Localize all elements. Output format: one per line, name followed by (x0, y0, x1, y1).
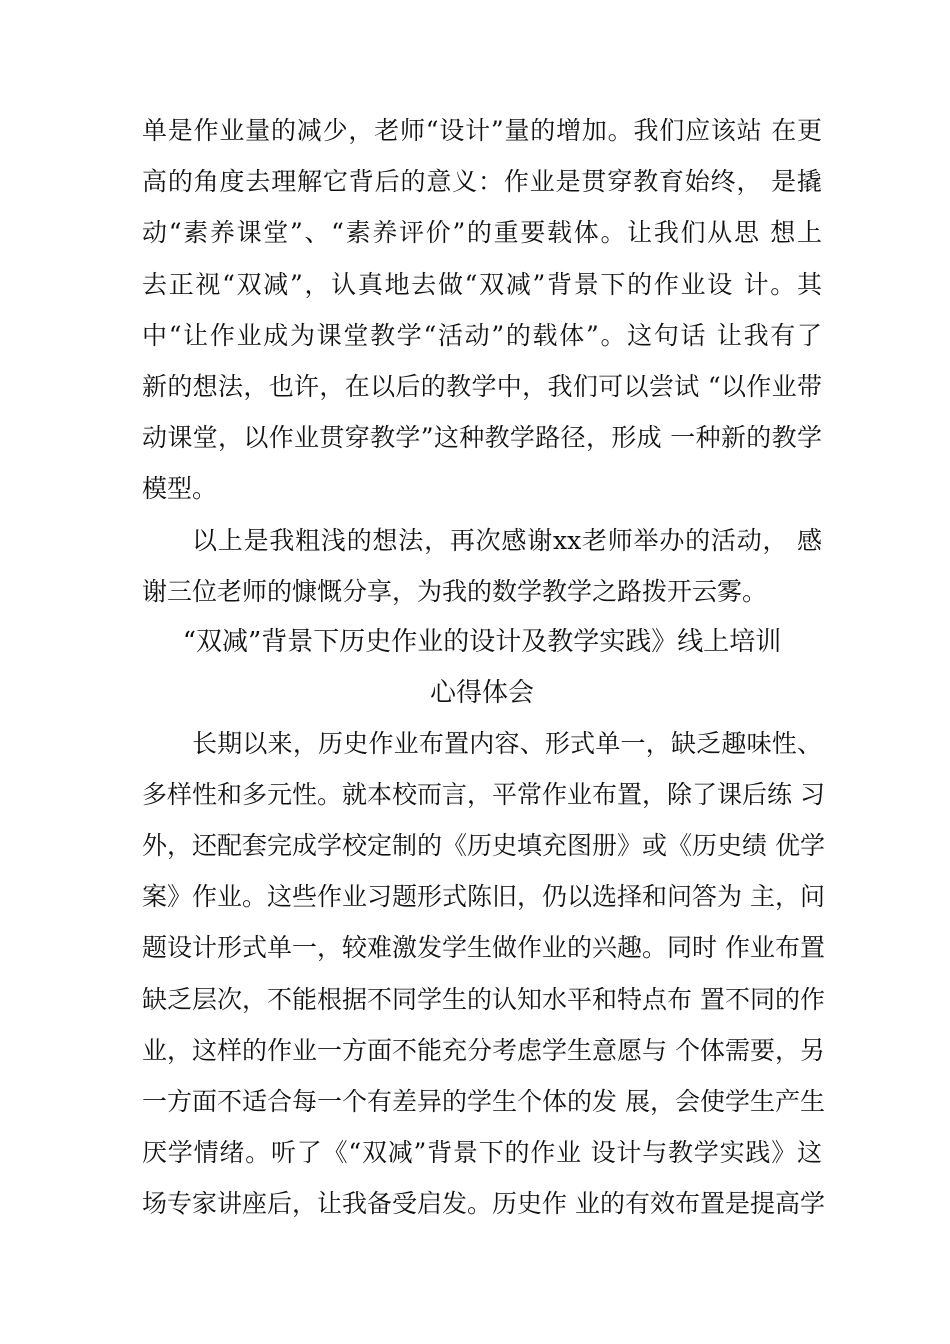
article-title-line-1: “双减”背景下历史作业的设计及教学实践》线上培训 (182, 627, 782, 657)
paragraph-1-line: 动“素养课堂”、“素养评价”的重要载体。让我们从思 想上 (142, 218, 822, 247)
paragraph-3-line: 一方面不适合每一个有差异的学生个体的发 展，会使学生产生 (142, 1087, 825, 1116)
paragraph-2-line: 以上是我粗浅的想法，再次感谢xx老师举办的活动， 感 (192, 526, 822, 555)
paragraph-3-line: 厌学情绪。听了《“双减”背景下的作业 设计与教学实践》这 (142, 1138, 822, 1167)
paragraph-2-line: 谢三位老师的慷慨分享，为我的数学教学之路拨开云雾。 (142, 577, 768, 606)
paragraph-1-line: 中“让作业成为课堂教学“活动”的载体”。这句话 让我有了 (142, 321, 822, 350)
paragraph-1-line: 高的角度去理解它背后的意义：作业是贯穿教育始终， 是撬 (142, 167, 822, 196)
paragraph-1-line: 模型。 (142, 474, 218, 503)
paragraph-1-line: 新的想法，也许，在以后的教学中，我们可以尝试 “以作业带 (142, 372, 822, 401)
paragraph-3-line: 题设计形式单一，较难激发学生做作业的兴趣。同时 作业布置 (142, 933, 825, 962)
paragraph-3-line: 场专家讲座后，让我备受启发。历史作 业的有效布置是提高学 (142, 1189, 825, 1218)
paragraph-3-line: 缺乏层次，不能根据不同学生的认知水平和特点布 置不同的作 (142, 985, 825, 1014)
paragraph-1-line: 去正视“双减”，认真地去做“双减”背景下的作业设 计。其 (142, 270, 822, 299)
paragraph-3-line: 案》作业。这些作业习题形式陈旧，仍以选择和问答为 主，问 (142, 882, 825, 911)
paragraph-3-line: 外，还配套完成学校定制的《历史填充图册》或《历史绩 优学 (142, 831, 825, 860)
paragraph-1-line: 动课堂，以作业贯穿教学”这种教学路径，形成 一种新的教学 (142, 423, 822, 452)
paragraph-3-line: 业，这样的作业一方面不能充分考虑学生意愿与 个体需要，另 (142, 1036, 825, 1065)
paragraph-3-line: 长期以来，历史作业布置内容、形式单一，缺乏趣味性、 (192, 729, 822, 758)
paragraph-1-line: 单是作业量的减少，老师“设计”量的增加。我们应该站 在更 (142, 116, 822, 145)
article-title-line-2: 心得体会 (429, 678, 534, 708)
paragraph-3-line: 多样性和多元性。就本校而言，平常作业布置，除了课后练 习 (142, 780, 825, 809)
